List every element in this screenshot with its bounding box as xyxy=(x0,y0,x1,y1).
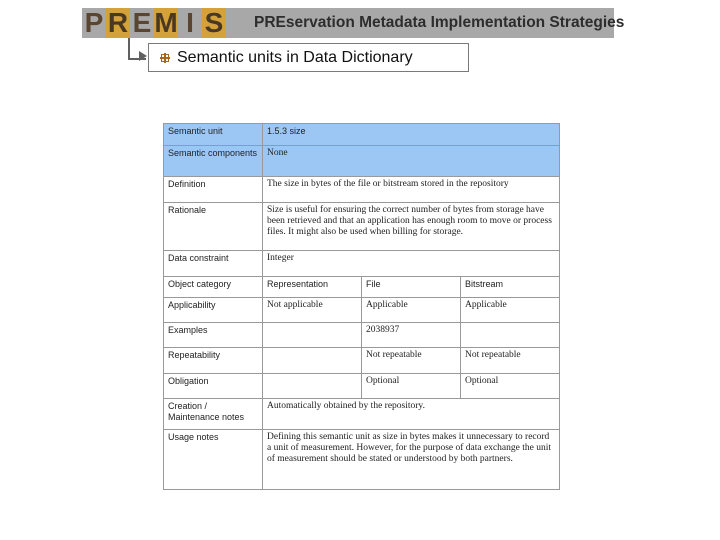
row-label: Semantic unit xyxy=(164,124,263,146)
logo-letter: M xyxy=(154,7,178,38)
category-representation: Representation xyxy=(263,277,362,298)
row-value: Automatically obtained by the repository. xyxy=(263,399,560,430)
cell-representation xyxy=(263,323,362,348)
table-row xyxy=(164,251,560,277)
row-label: Creation / Maintenance notes xyxy=(164,399,263,430)
banner-title: PREservation Metadata Implementation Strategies xyxy=(254,14,625,31)
cell-representation xyxy=(263,374,362,399)
subtitle-box xyxy=(148,43,469,72)
row-label: Data constraint xyxy=(164,251,263,277)
cell-file: Not repeatable xyxy=(362,348,461,374)
row-value: Defining this semantic unit as size in bytes makes it unnecessary to record a unit of measurement. However, for the purpose of data exchange the unit of measurement should be stated or understood by both partners. xyxy=(263,430,560,490)
cell-file: Optional xyxy=(362,374,461,399)
row-label: Semantic components xyxy=(164,146,263,177)
logo-letter: S xyxy=(202,8,226,38)
premis-logo xyxy=(82,8,226,38)
logo-letter: P xyxy=(84,7,104,38)
cell-representation xyxy=(263,348,362,374)
cell-bitstream: Not repeatable xyxy=(461,348,560,374)
row-label: Object category xyxy=(164,277,263,298)
table-row xyxy=(164,277,560,298)
cell-file: Applicable xyxy=(362,298,461,323)
premis-banner xyxy=(82,7,625,38)
row-value: None xyxy=(263,146,560,177)
logo-letter: E xyxy=(132,7,152,38)
data-dictionary-table xyxy=(163,123,560,490)
table-row xyxy=(164,146,560,177)
arrowhead-icon xyxy=(139,51,147,61)
row-label: Applicability xyxy=(164,298,263,323)
row-label: Obligation xyxy=(164,374,263,399)
row-label: Repeatability xyxy=(164,348,263,374)
row-value: Integer xyxy=(263,251,560,277)
table-row xyxy=(164,177,560,203)
row-value: Size is useful for ensuring the correct number of bytes from storage have been retrieved and that an application has enough room to move or process files. It might also be used when billing for storage. xyxy=(263,203,560,251)
slide-subtitle: Semantic units in Data Dictionary xyxy=(177,48,413,66)
cell-bitstream: Optional xyxy=(461,374,560,399)
cell-bitstream xyxy=(461,323,560,348)
cell-representation: Not applicable xyxy=(263,298,362,323)
category-bitstream: Bitstream xyxy=(461,277,560,298)
table-row xyxy=(164,374,560,399)
row-label: Rationale xyxy=(164,203,263,251)
table-row xyxy=(164,124,560,146)
cell-bitstream: Applicable xyxy=(461,298,560,323)
logo-letter: R xyxy=(107,7,129,38)
row-label: Examples xyxy=(164,323,263,348)
crosshair-bullet-icon xyxy=(160,53,170,63)
table-row xyxy=(164,323,560,348)
row-value: The size in bytes of the file or bitstream stored in the repository xyxy=(263,177,560,203)
cell-file: 2038937 xyxy=(362,323,461,348)
row-label: Definition xyxy=(164,177,263,203)
row-value: 1.5.3 size xyxy=(263,124,560,146)
logo-letter: I xyxy=(186,7,194,38)
table-row xyxy=(164,203,560,251)
table-row xyxy=(164,348,560,374)
category-file: File xyxy=(362,277,461,298)
table-row xyxy=(164,298,560,323)
table-row xyxy=(164,399,560,430)
row-label: Usage notes xyxy=(164,430,263,490)
table-row xyxy=(164,430,560,490)
